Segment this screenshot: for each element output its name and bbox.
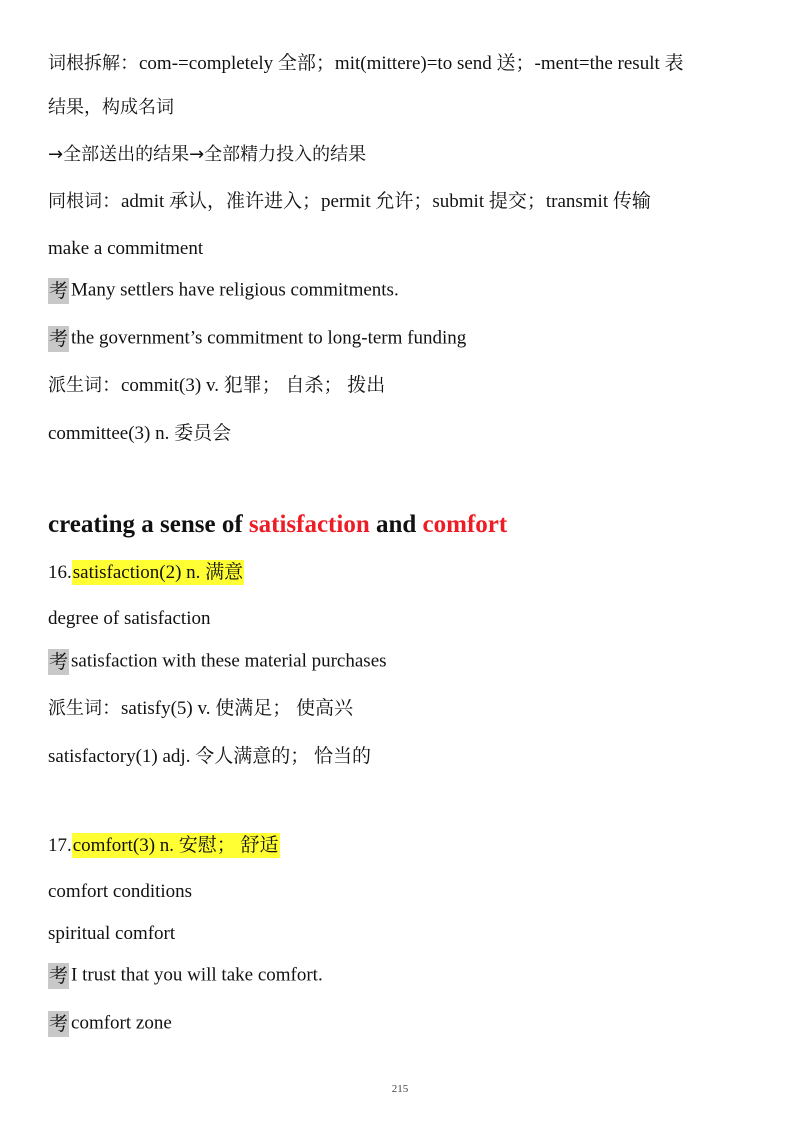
meaning-chain: →全部送出的结果→全部精力投入的结果 <box>48 144 367 165</box>
phrase-spiritual-comfort: spiritual comfort <box>48 923 176 944</box>
entry-16 <box>48 561 760 585</box>
derived-text: ：commit(3) v. 犯罪； 自杀； 拨出 <box>102 375 386 396</box>
page-number: 215 <box>391 1083 409 1095</box>
exam-tag: 考 <box>49 328 69 350</box>
root-analysis-text: ：com-=completely 全部；mit(mittere)=to send 送；-ment=the result 表 <box>120 53 684 74</box>
phrase-comfort-conditions: comfort conditions <box>48 881 193 902</box>
derived-satisfactory: satisfactory(1) adj. 令人满意的； 恰当的 <box>48 746 371 767</box>
phrase-degree-satisfaction: degree of satisfaction <box>48 608 211 629</box>
entry-number: 16. <box>48 562 72 583</box>
derived-label: 派生词 <box>48 698 102 719</box>
exam-example-17a <box>48 963 760 989</box>
exam-tag: 考 <box>49 1013 69 1035</box>
entry-headword: comfort(3) n. 安慰； 舒适 <box>72 835 279 856</box>
cognates-label: 同根词 <box>48 191 102 212</box>
root-analysis-continuation: 结果，构成名词 <box>48 97 174 118</box>
entry-number: 17. <box>48 835 72 856</box>
exam-sentence: Many settlers have religious commitments. <box>71 279 399 301</box>
root-analysis-label: 词根拆解 <box>48 53 120 74</box>
exam-sentence: satisfaction with these material purchases <box>71 650 387 672</box>
exam-tag: 考 <box>49 280 69 302</box>
derived-label: 派生词 <box>48 375 102 396</box>
derived-commit-line <box>48 374 760 398</box>
derived-text: ：satisfy(5) v. 使满足； 使高兴 <box>102 698 354 719</box>
cognates-line <box>48 190 760 214</box>
entry-17 <box>48 834 760 858</box>
phrase-make-commitment: make a commitment <box>48 238 204 259</box>
heading-part1: creating a sense of <box>48 511 249 538</box>
exam-example-16 <box>48 649 760 675</box>
entry-headword: satisfaction(2) n. 满意 <box>72 562 244 583</box>
derived-committee: committee(3) n. 委员会 <box>48 423 232 444</box>
exam-sentence: the government’s commitment to long-term funding <box>71 327 467 349</box>
heading-satisfaction: satisfaction <box>248 511 370 538</box>
exam-sentence: comfort zone <box>71 1012 172 1034</box>
derived-satisfy-line <box>48 697 760 721</box>
exam-example-17b <box>48 1011 760 1037</box>
section-heading <box>48 510 507 540</box>
root-analysis-line <box>48 52 760 76</box>
cognates-text: ：admit 承认，准许进入；permit 允许；submit 提交；transmit 传输 <box>102 191 651 212</box>
exam-example-2 <box>48 326 760 352</box>
exam-tag: 考 <box>49 651 69 673</box>
heading-part2: and <box>369 511 423 538</box>
exam-sentence: I trust that you will take comfort. <box>71 964 323 986</box>
exam-tag: 考 <box>49 965 69 987</box>
exam-example-1 <box>48 278 760 304</box>
heading-comfort: comfort <box>422 511 508 538</box>
